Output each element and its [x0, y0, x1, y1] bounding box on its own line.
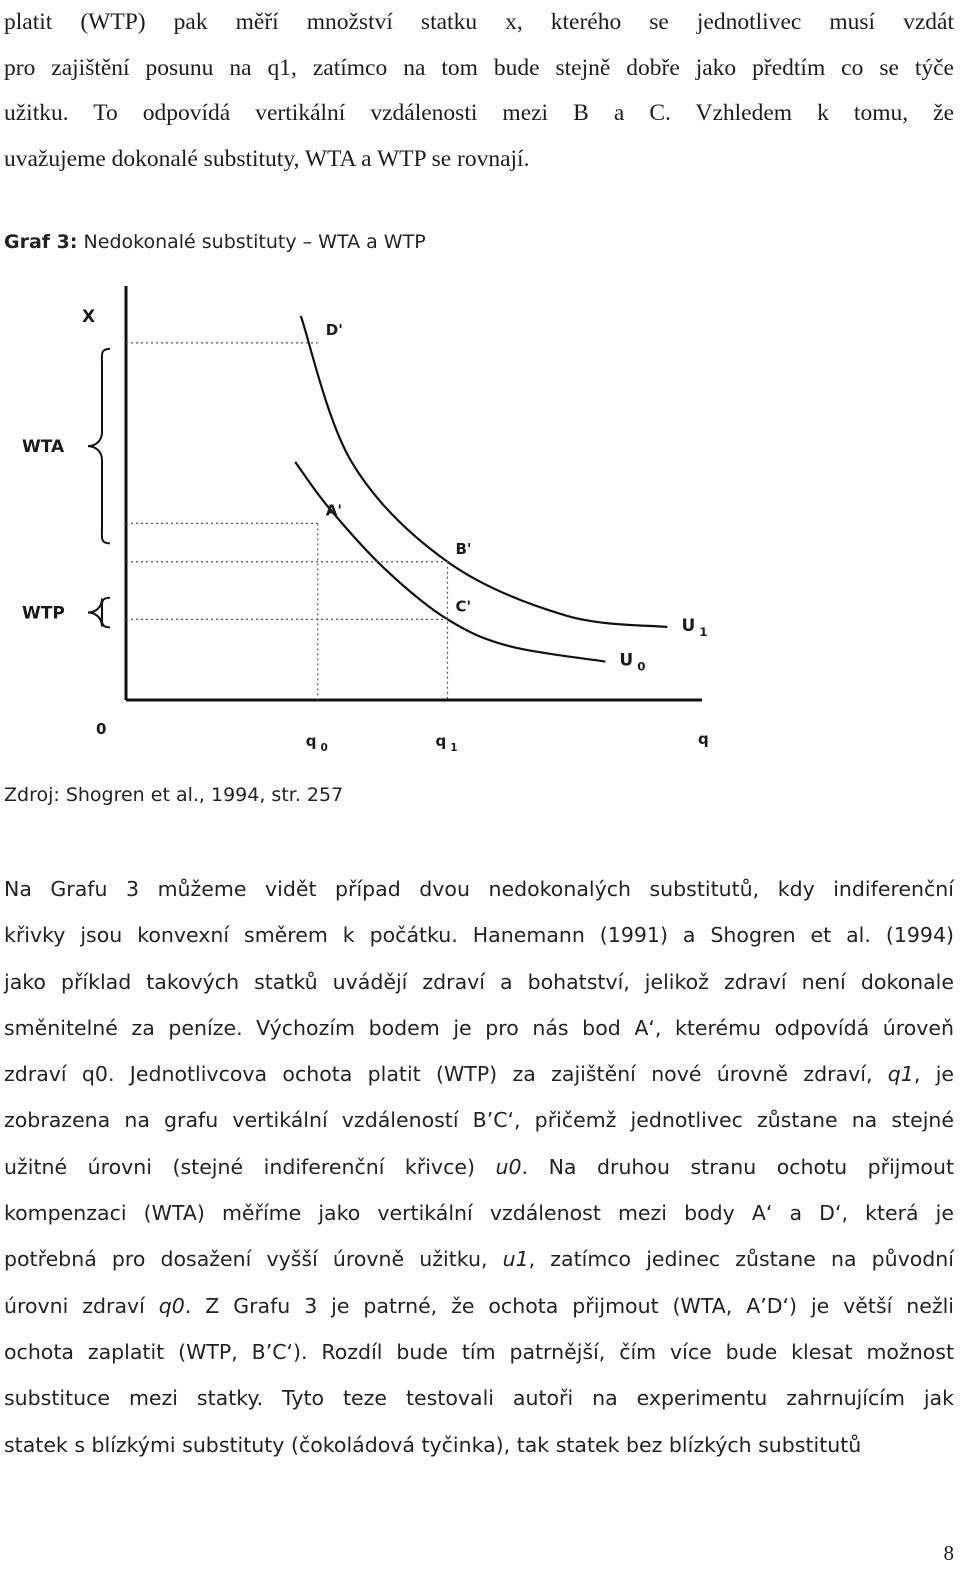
body-text-run: . Na druhou stranu ochotu přijmout — [521, 1154, 954, 1179]
body-symbol-q0: q0 — [158, 1293, 185, 1318]
body-line — [4, 1283, 954, 1329]
page-number: 8 — [943, 1541, 954, 1565]
body-text-run: užitné úrovni (stejné indiferenční křivce) — [4, 1154, 496, 1179]
point-label-d: D' — [325, 320, 343, 339]
point-label-c: C' — [455, 597, 472, 616]
body-text-run: úrovni zdraví — [4, 1293, 159, 1318]
figure-label: Graf 3: — [4, 231, 78, 253]
figure-source: Zdroj: Shogren et al., 1994, str. 257 — [4, 784, 344, 806]
body-line — [4, 1144, 954, 1190]
body-line: Na Grafu 3 můžeme vidět případ dvou nedokonalých substitutů, kdy indiferenční — [4, 877, 954, 901]
intro-line-2: pro zajištění posunu na q1, zatímco na tom bude stejně dobře jako předtím co se týče — [4, 54, 954, 81]
body-symbol-q1: q1 — [887, 1062, 914, 1087]
body-line: směnitelné za peníze. Výchozím bodem je pro nás bod A‘, kterému odpovídá úroveň — [4, 1015, 954, 1040]
curve-label-u0: U $_0$ — [619, 650, 646, 674]
body-line: kompenzaci (WTA) měříme jako vertikální vzdálenost mezi body A‘ a D‘, která je — [4, 1201, 954, 1226]
body-line — [4, 1236, 954, 1282]
indifference-curve-chart — [0, 276, 760, 766]
body-symbol-u0: u0 — [495, 1154, 522, 1179]
body-line — [4, 1051, 954, 1097]
x-tick-label-q0: q $_0$ — [305, 732, 328, 754]
origin-label: 0 — [96, 720, 107, 738]
body-text-run: zdraví q0. Jednotlivcova ochota platit (WTP) za zajištění nové úrovně zdraví, — [4, 1062, 888, 1087]
x-tick-label-q1: q $_1$ — [435, 732, 458, 754]
wta-brace — [88, 349, 110, 543]
point-label-a: A' — [325, 501, 342, 520]
wtp-brace-label: WTP — [22, 603, 65, 624]
intro-line-3: užitku. To odpovídá vertikální vzdálenosti mezi B a C. Vzhledem k tomu, že — [4, 100, 954, 126]
body-paragraph — [4, 866, 954, 1468]
curve-u1 — [301, 316, 668, 627]
body-symbol-u1: u1 — [502, 1247, 529, 1272]
body-text-run: potřebná pro dosažení vyšší úrovně užitku, — [4, 1247, 503, 1272]
intro-line-4: uvažujeme dokonalé substituty, WTA a WTP se rovnají. — [4, 145, 530, 172]
body-line: substituce mezi statky. Tyto teze testovali autoři na experimentu zahrnujícím jak — [4, 1386, 954, 1411]
body-text-run: , zatímco jedinec zůstane na původní — [528, 1247, 954, 1272]
body-text-run: . Z Grafu 3 je patrné, že ochota přijmout (WTA, A’D‘) je větší nežli — [184, 1293, 954, 1318]
y-axis-label: X — [82, 307, 96, 327]
figure-caption — [4, 228, 426, 256]
point-label-b: B' — [455, 539, 472, 558]
figure-title: Nedokonalé substituty – WTA a WTP — [83, 231, 426, 253]
body-line: zobrazena na grafu vertikální vzdáleností B’C‘, přičemž jednotlivec zůstane na stejné — [4, 1108, 954, 1133]
intro-paragraph — [4, 0, 954, 182]
body-line: křivky jsou konvexní směrem k počátku. Hanemann (1991) a Shogren et al. (1994) — [4, 923, 954, 948]
body-line: jako příklad takových statků uvádějí zdraví a bohatství, jelikož zdraví není dokonale — [4, 969, 954, 994]
x-axis-label: q — [698, 730, 709, 748]
body-text-run: , je — [913, 1062, 955, 1087]
body-line: statek s blízkými substituty (čokoládová tyčinka), tak statek bez blízkých substitutů — [4, 1432, 862, 1457]
wtp-brace — [88, 598, 110, 628]
body-line: ochota zaplatit (WTP, B’C‘). Rozdíl bude tím patrnější, čím více bude klesat možnost — [4, 1339, 954, 1364]
intro-line-1: platit (WTP) pak měří množství statku x, kterého se jednotlivec musí vzdát — [4, 9, 954, 35]
wta-brace-label: WTA — [22, 437, 65, 458]
curve-label-u1: U $_1$ — [681, 616, 708, 640]
